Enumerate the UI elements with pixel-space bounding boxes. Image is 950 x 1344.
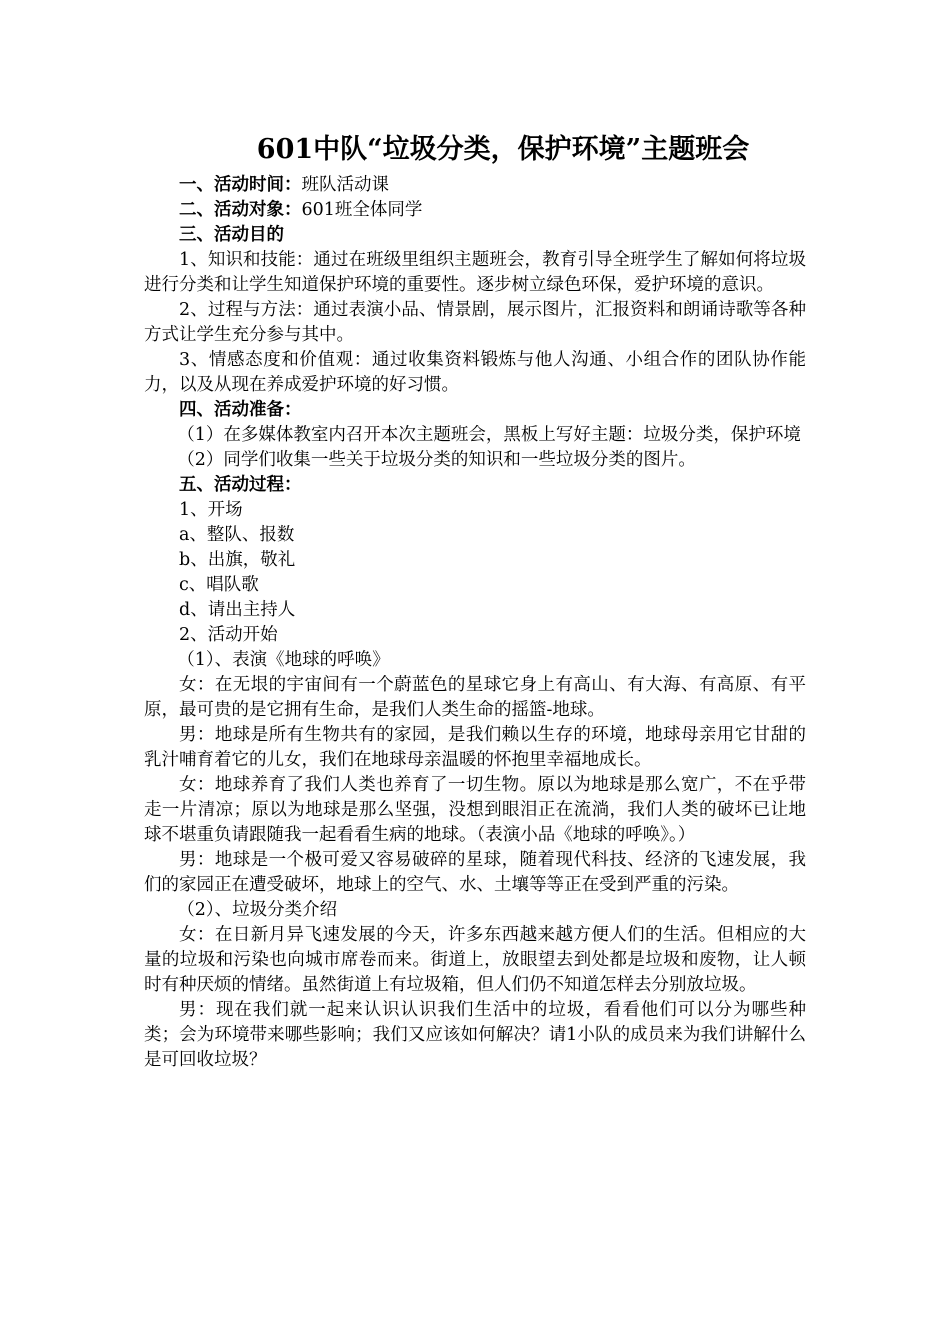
section-label: 三、活动目的	[179, 225, 284, 245]
process-item: c、唱队歌	[179, 575, 259, 595]
section-activity-purpose	[144, 223, 806, 248]
process-item: （2）、垃圾分类介绍	[177, 900, 338, 920]
section-activity-time	[144, 173, 806, 198]
dialogue-paragraph: 男：地球是所有生物共有的家园，是我们赖以生存的环境，地球母亲用它甘甜的乳汁哺育着它的儿女，我们在地球母亲温暖的怀抱里幸福地成长。	[144, 725, 806, 770]
dialogue-paragraph: 女：地球养育了我们人类也养育了一切生物。原以为地球是那么宽广，不在乎带走一片清凉；原以为地球是那么坚强，没想到眼泪正在流淌，我们人类的破坏已让地球不堪重负请跟随我一起看看生病的地球。（表演小品《地球的呼唤》。）	[144, 775, 806, 845]
section-value: 班队活动课	[301, 175, 389, 195]
process-item: 1、开场	[179, 500, 243, 520]
process-item: d、请出主持人	[179, 600, 296, 620]
purpose-item: 2、过程与方法：通过表演小品、情景剧，展示图片，汇报资料和朗诵诗歌等各种方式让学生充分参与其中。	[144, 300, 806, 345]
prep-item: （2）同学们收集一些关于垃圾分类的知识和一些垃圾分类的图片。	[177, 450, 696, 470]
document-body	[144, 173, 806, 1073]
dialogue-paragraph: 女：在日新月异飞速发展的今天，许多东西越来越方便人们的生活。但相应的大量的垃圾和污染也向城市席卷而来。街道上，放眼望去到处都是垃圾和废物，让人顿时有种厌烦的情绪。虽然街道上有垃圾箱，但人们仍不知道怎样去分别放垃圾。	[144, 925, 806, 995]
section-label: 四、活动准备：	[179, 400, 302, 420]
purpose-item: 3、情感态度和价值观：通过收集资料锻炼与他人沟通、小组合作的团队协作能力，以及从现在养成爱护环境的好习惯。	[144, 350, 806, 395]
dialogue-paragraph: 男：地球是一个极可爱又容易破碎的星球，随着现代科技、经济的飞速发展，我们的家园正在遭受破坏，地球上的空气、水、土壤等等正在受到严重的污染。	[144, 850, 806, 895]
process-item: （1）、表演《地球的呼唤》	[177, 650, 390, 670]
document-title: 601中队“垃圾分类，保护环境”主题班会	[256, 134, 750, 165]
section-activity-target	[144, 198, 806, 223]
section-label: 五、活动过程：	[179, 475, 302, 495]
purpose-item: 1、知识和技能：通过在班级里组织主题班会，教育引导全班学生了解如何将垃圾进行分类和让学生知道保护环境的重要性。逐步树立绿色环保，爱护环境的意识。	[144, 250, 806, 295]
section-value: 601班全体同学	[301, 200, 423, 220]
process-item: a、整队、报数	[179, 525, 295, 545]
section-label: 二、活动对象：	[179, 200, 302, 220]
dialogue-paragraph: 女：在无垠的宇宙间有一个蔚蓝色的星球它身上有高山、有大海、有高原、有平原，最可贵的是它拥有生命，是我们人类生命的摇篮-地球。	[144, 675, 806, 720]
section-activity-prep	[144, 398, 806, 423]
process-item: 2、活动开始	[179, 625, 278, 645]
section-label: 一、活动时间：	[179, 175, 302, 195]
prep-item: （1）在多媒体教室内召开本次主题班会，黑板上写好主题：垃圾分类，保护环境	[177, 425, 801, 445]
dialogue-paragraph: 男：现在我们就一起来认识认识我们生活中的垃圾，看看他们可以分为哪些种类；会为环境带来哪些影响；我们又应该如何解决？请1小队的成员来为我们讲解什么是可回收垃圾？	[144, 1000, 806, 1070]
section-activity-process	[144, 473, 806, 498]
process-item: b、出旗，敬礼	[179, 550, 296, 570]
